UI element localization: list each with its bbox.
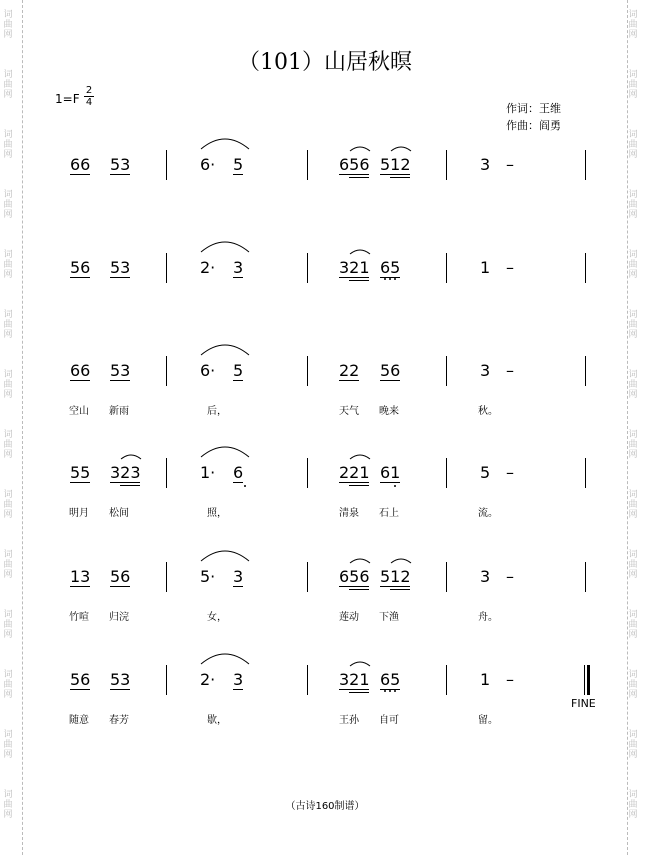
note: 3 [480,567,491,586]
slur [200,446,250,458]
side-watermark: 词 曲 网 [3,610,13,640]
underline [70,277,90,278]
underline [339,689,369,690]
side-watermark: 词 曲 网 [3,430,13,460]
song-title: （101）山居秋暝 [238,50,412,75]
side-watermark: 词 曲 网 [628,430,638,460]
side-watermark: 词 曲 网 [628,10,638,40]
side-watermark: 词 曲 网 [3,550,13,580]
lyric: 明月 [69,508,89,519]
side-watermark: 词 曲 网 [3,70,13,100]
slur [200,241,250,253]
lyric: 下渔 [379,612,399,623]
underline [233,689,243,690]
lyric: 空山 [69,406,89,417]
note: 321 [339,670,370,689]
note: 3 [233,567,244,586]
underline [339,380,359,381]
octave-dot [384,278,386,280]
underline [380,586,410,587]
underline [70,689,90,690]
side-watermark: 词 曲 网 [628,550,638,580]
lyricist-credit: 作词：王维 [506,102,561,115]
underline [110,482,140,483]
underline [110,689,130,690]
bar-line [166,458,167,488]
right-cut-line [627,0,628,855]
bar-line [166,356,167,386]
side-watermark: 词 曲 网 [628,190,638,220]
underline [380,482,400,483]
slur [349,558,371,564]
underline [70,174,90,175]
note: 221 [339,463,370,482]
note: 5 [480,463,491,482]
composer-credit: 作曲：阎勇 [506,119,561,132]
lyric: 春芳 [109,715,129,726]
bar-line [585,150,586,180]
side-watermark: 词 曲 网 [628,310,638,340]
note: 66 [70,155,91,174]
bar-line [166,562,167,592]
bar-line [307,253,308,283]
bar-line [307,562,308,592]
note: 656 [339,567,370,586]
bar-line [585,562,586,592]
note: 53 [110,258,131,277]
underline [390,177,410,178]
note: 6· [200,155,216,174]
lyric: 归浣 [109,612,129,623]
lyric: 舟。 [478,612,498,623]
octave-dot [389,278,391,280]
note: 53 [110,155,131,174]
underline [339,277,369,278]
bar-line [166,665,167,695]
underline [233,482,243,483]
bar-line [446,150,447,180]
underline [349,177,369,178]
lyric: 晚来 [379,406,399,417]
underline [70,380,90,381]
bar-line [446,356,447,386]
note: 1· [200,463,216,482]
note: 22 [339,361,360,380]
note: 56 [380,361,401,380]
octave-dot [394,690,396,692]
left-cut-line [22,0,23,855]
underline [110,277,130,278]
note: 323 [110,463,141,482]
side-watermark: 词 曲 网 [3,730,13,760]
lyric: 照， [207,508,227,519]
note: – [506,463,514,482]
side-watermark: 词 曲 网 [3,790,13,820]
note: 56 [70,258,91,277]
key-signature: 1=F [55,92,80,106]
slur [349,146,371,152]
slur [120,454,142,460]
note: 65 [380,258,401,277]
octave-dot [394,485,396,487]
underline [339,482,369,483]
slur [390,558,412,564]
bar-line [585,253,586,283]
note: 13 [70,567,91,586]
lyric: 后， [207,406,227,417]
side-watermark: 词 曲 网 [3,490,13,520]
bar-line [166,253,167,283]
octave-dot [384,690,386,692]
side-watermark: 词 曲 网 [3,670,13,700]
slur [200,550,250,562]
note: 56 [110,567,131,586]
slur [349,661,371,667]
underline [233,586,243,587]
note: 6· [200,361,216,380]
slur [200,138,250,150]
note: 1 [480,670,491,689]
note: – [506,670,514,689]
lyric: 天气 [339,406,359,417]
underline [233,174,243,175]
note: – [506,361,514,380]
note: 512 [380,567,411,586]
lyric: 秋。 [478,406,498,417]
bar-line [585,458,586,488]
side-watermark: 词 曲 网 [628,670,638,700]
note: 65 [380,670,401,689]
bar-line [166,150,167,180]
underline [349,692,369,693]
note: 2· [200,258,216,277]
note: 3 [233,258,244,277]
side-watermark: 词 曲 网 [3,10,13,40]
slur [200,653,250,665]
underline [110,586,130,587]
lyric: 新雨 [109,406,129,417]
underline [110,380,130,381]
side-watermark: 词 曲 网 [628,610,638,640]
side-watermark: 词 曲 网 [628,130,638,160]
note: 53 [110,670,131,689]
side-watermark: 词 曲 网 [3,310,13,340]
lyric: 松间 [109,508,129,519]
underline [349,280,369,281]
side-watermark: 词 曲 网 [628,250,638,280]
underline [70,586,90,587]
underline [339,586,369,587]
note: 512 [380,155,411,174]
side-watermark: 词 曲 网 [3,370,13,400]
lyric: 留。 [478,715,498,726]
lyric: 莲动 [339,612,359,623]
bar-line [585,356,586,386]
lyric: 歇， [207,715,227,726]
underline [233,380,243,381]
side-watermark: 词 曲 网 [628,370,638,400]
side-watermark: 词 曲 网 [3,250,13,280]
octave-dot [394,278,396,280]
final-bar-thick [587,665,590,695]
lyric: 王孙 [339,715,359,726]
side-watermark: 词 曲 网 [628,490,638,520]
bar-line [446,458,447,488]
side-watermark: 词 曲 网 [3,190,13,220]
time-signature: $\frac{2}{4}$ [85,85,93,108]
underline [339,174,369,175]
bar-line [307,356,308,386]
underline [380,174,410,175]
note: 53 [110,361,131,380]
slur [390,146,412,152]
note: 3 [480,361,491,380]
note: 61 [380,463,401,482]
note: 66 [70,361,91,380]
lyric: 石上 [379,508,399,519]
bar-line [307,458,308,488]
underline [349,485,369,486]
note: 55 [70,463,91,482]
underline [110,174,130,175]
lyric: 竹喧 [69,612,89,623]
octave-dot [389,690,391,692]
underline [233,277,243,278]
side-watermark: 词 曲 网 [628,70,638,100]
underline [70,482,90,483]
note: 6 [233,463,244,482]
note: 5 [233,361,244,380]
bar-line [446,253,447,283]
note: 3 [233,670,244,689]
slur [349,454,371,460]
side-watermark: 词 曲 网 [628,790,638,820]
bar-line [446,665,447,695]
note: 56 [70,670,91,689]
lyric: 随意 [69,715,89,726]
note: 5· [200,567,216,586]
slur [349,249,371,255]
note: 5 [233,155,244,174]
bar-line [446,562,447,592]
note: 656 [339,155,370,174]
side-watermark: 词 曲 网 [3,130,13,160]
note: 3 [480,155,491,174]
lyric: 自可 [379,715,399,726]
lyric: 女， [207,612,227,623]
note: – [506,567,514,586]
footer-note: （古诗160制谱） [285,801,365,812]
bar-line [307,150,308,180]
note: 321 [339,258,370,277]
lyric: 清泉 [339,508,359,519]
note: – [506,155,514,174]
underline [380,380,400,381]
underline [120,485,140,486]
fine-mark: FINE [571,697,596,710]
final-bar-thin [584,665,585,695]
underline [349,589,369,590]
note: 1 [480,258,491,277]
octave-dot [244,485,246,487]
lyric: 流。 [478,508,498,519]
note: – [506,258,514,277]
slur [200,344,250,356]
side-watermark: 词 曲 网 [628,730,638,760]
underline [390,589,410,590]
bar-line [307,665,308,695]
note: 2· [200,670,216,689]
